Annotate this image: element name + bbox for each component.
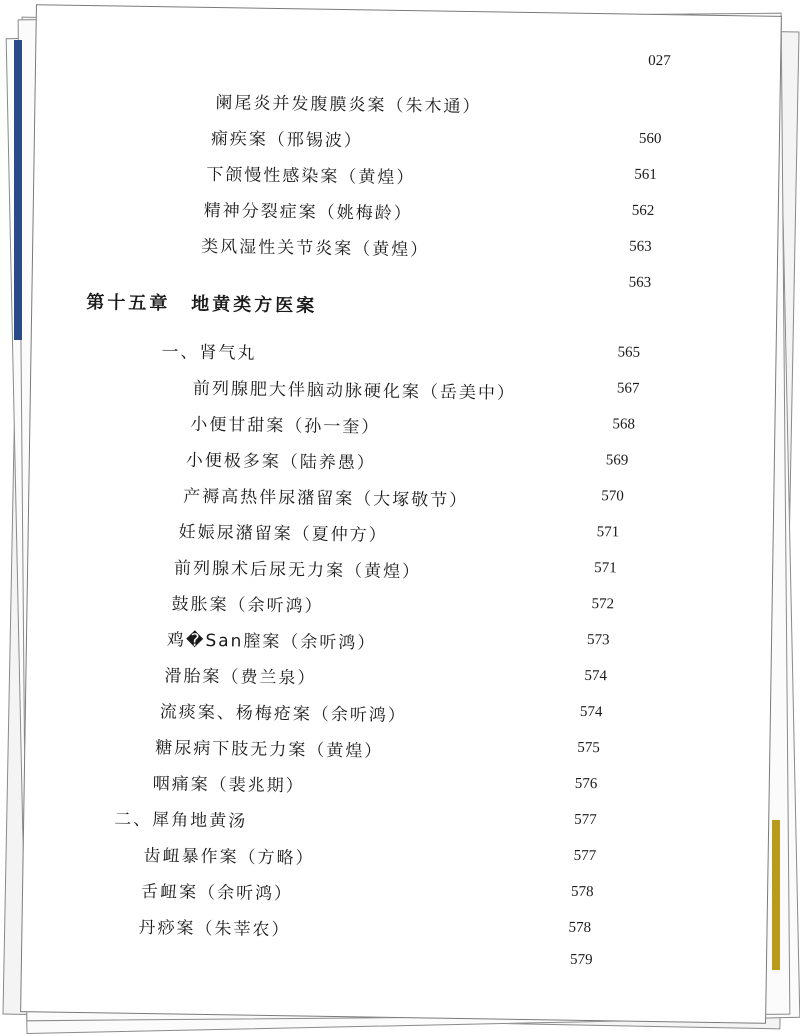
toc-entry xyxy=(138,945,593,978)
book-edge-yellow xyxy=(772,820,780,970)
entry-page: 560 xyxy=(638,130,662,148)
entry-page: 574 xyxy=(579,703,603,721)
entry-page: 570 xyxy=(601,488,624,505)
section-heading xyxy=(114,805,597,839)
entry-title: 咽痛案（裴兆期） xyxy=(152,774,305,797)
entry-title: 阑尾炎并发腹膜炎案（朱木通） xyxy=(215,93,482,118)
section-heading xyxy=(161,337,641,371)
toc-entry xyxy=(185,446,629,479)
toc-entry xyxy=(166,625,610,658)
entry-title: 糖尿病下肢无力案（黄煌） xyxy=(155,738,384,762)
entry-title: 妊娠尿潴留案（夏仲方） xyxy=(178,522,388,546)
toc-entry xyxy=(203,196,655,229)
entry-title: 滑胎案（费兰泉） xyxy=(164,666,317,689)
entry-page: 577 xyxy=(574,811,597,829)
toc-entry xyxy=(183,482,623,515)
toc-entry xyxy=(171,589,615,622)
entry-title: 精神分裂症案（姚梅龄） xyxy=(203,200,413,225)
entry-page: 575 xyxy=(577,739,600,757)
entry-page: 576 xyxy=(574,775,598,793)
entry-title: 流痰案、杨梅疮案（余听鸿） xyxy=(159,702,407,727)
toc-entry xyxy=(155,733,600,766)
entry-page: 567 xyxy=(616,380,640,397)
entry-page: 572 xyxy=(591,596,615,613)
entry-title: 齿衄暴作案（方略） xyxy=(143,846,315,869)
entry-title: 小便极多案（陆养愚） xyxy=(185,450,376,474)
entry-title: 下颌慢性感染案（黄煌） xyxy=(206,164,416,189)
entry-page: 579 xyxy=(569,951,593,969)
entry-page: 562 xyxy=(631,202,655,219)
section-title: 一、肾气丸 xyxy=(161,342,257,364)
toc-entry xyxy=(152,769,598,802)
toc-page xyxy=(20,4,782,1024)
toc-entry xyxy=(210,124,662,157)
entry-title: 丹痧案（朱莘农） xyxy=(138,917,291,941)
entry-page: 561 xyxy=(634,166,657,183)
entry-page: 573 xyxy=(586,631,610,649)
toc-entry xyxy=(215,88,615,120)
entry-page: 574 xyxy=(584,667,608,685)
entry-title: 前列腺肥大伴脑动脉硬化案（岳美中） xyxy=(192,378,517,404)
toc-entry xyxy=(206,160,657,193)
toc-entry xyxy=(140,877,594,910)
toc-entry xyxy=(143,841,597,874)
entry-page: 578 xyxy=(568,919,592,937)
entry-title: 类风湿性关节炎案（黄煌） xyxy=(201,236,430,261)
toc-entry xyxy=(173,553,617,586)
section-title: 二、犀角地黄汤 xyxy=(114,809,248,832)
entry-page: 578 xyxy=(570,883,594,901)
page-number: 027 xyxy=(648,52,671,70)
toc-entry xyxy=(201,232,652,265)
entry-page: 569 xyxy=(605,452,629,469)
entry-title: 舌衄案（余听鸿） xyxy=(140,881,294,905)
toc-entry xyxy=(164,661,608,694)
entry-title: 痫疾案（邢锡波） xyxy=(210,128,364,152)
book-edge-blue xyxy=(14,40,22,340)
chapter-heading xyxy=(86,288,486,320)
toc-entry xyxy=(192,374,640,407)
entry-page: 577 xyxy=(573,847,597,865)
entry-page: 571 xyxy=(594,560,617,577)
entry-title: 鸡�San膣案（余听鸿） xyxy=(166,630,377,654)
chapter-title: 第十五章 地黄类方医案 xyxy=(86,292,318,317)
entry-title: 前列腺术后尿无力案（黄煌） xyxy=(173,558,422,583)
entry-page: 565 xyxy=(617,344,641,361)
entry-title: 小便甘甜案（孙一奎） xyxy=(190,414,381,438)
entry-page: 571 xyxy=(596,524,620,541)
toc-entry xyxy=(159,697,603,730)
entry-page: 568 xyxy=(612,416,636,433)
toc-entry xyxy=(190,410,636,443)
entry-page: 563 xyxy=(629,238,652,255)
entry-title: 鼓胀案（余听鸿） xyxy=(171,594,324,617)
entry-page: 563 xyxy=(628,274,652,291)
toc-entry xyxy=(179,518,619,551)
toc-entry xyxy=(138,913,592,946)
entry-title: 产褥高热伴尿潴留案（大塚敬节） xyxy=(183,486,469,512)
